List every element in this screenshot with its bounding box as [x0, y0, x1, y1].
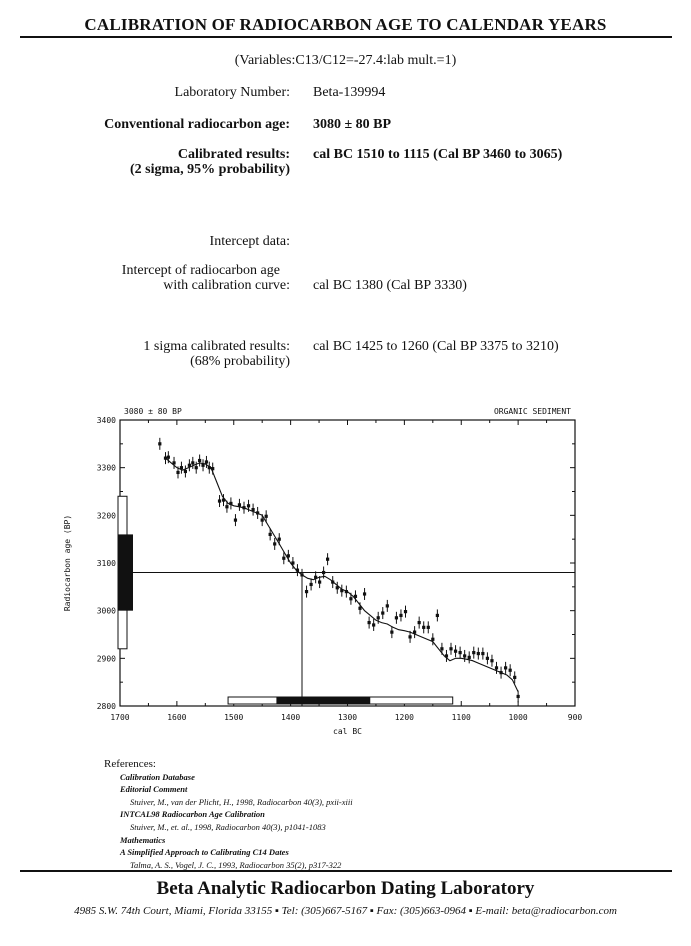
y-tick-label: 3100: [96, 559, 116, 568]
references-heading: References:: [104, 758, 156, 770]
data-point: [201, 464, 204, 467]
x-tick-label: 1300: [337, 713, 358, 722]
data-point: [278, 538, 281, 541]
x-axis-label: cal BC: [333, 727, 362, 736]
title-rule: [20, 36, 672, 38]
x-tick-label: 1700: [110, 713, 130, 722]
data-point: [247, 504, 250, 507]
data-point: [395, 616, 398, 619]
data-point: [427, 626, 430, 629]
data-point: [472, 651, 475, 654]
data-point: [273, 542, 276, 545]
data-point: [287, 554, 290, 557]
y-tick-label: 3300: [96, 463, 116, 473]
y-tick-label: 2800: [96, 702, 116, 711]
lab-number-label: Laboratory Number:: [174, 85, 290, 100]
reference-sub: INTCAL98 Radiocarbon Age Calibration: [120, 809, 265, 820]
data-point: [198, 459, 201, 462]
data-point: [477, 652, 480, 655]
reference-sub: A Simplified Approach to Calibrating C14 Dates: [120, 847, 289, 858]
data-point: [296, 569, 299, 572]
one-sigma-value: cal BC 1425 to 1260 (Cal BP 3375 to 3210): [313, 339, 559, 354]
data-point: [218, 499, 221, 502]
data-point: [345, 590, 348, 593]
x-tick-label: 900: [567, 713, 583, 722]
data-point: [445, 654, 448, 657]
variables-line: (Variables:C13/C12=-27.4:lab mult.=1): [234, 53, 457, 68]
data-point: [368, 621, 371, 624]
data-point: [509, 669, 512, 672]
x-tick-label: 1600: [167, 713, 187, 722]
data-point: [180, 466, 183, 469]
data-point: [205, 460, 208, 463]
data-point: [225, 505, 228, 508]
data-point: [354, 595, 357, 598]
conventional-age-value: 3080 ± 80 BP: [313, 117, 392, 132]
reference-sub: Editorial Comment: [120, 784, 188, 795]
x-tick-label: 1400: [280, 713, 301, 722]
data-point: [291, 561, 294, 564]
reference-cite: Stuiver, M., van der Plicht, H., 1998, Radiocarbon 40(3), pxii-xiii: [130, 796, 353, 807]
x-tick-label: 1500: [224, 713, 244, 722]
data-point: [229, 502, 232, 505]
y-tick-label: 3400: [96, 416, 116, 425]
data-point: [251, 508, 254, 511]
intercept-value: cal BC 1380 (Cal BP 3330): [313, 278, 467, 293]
data-point: [164, 457, 167, 460]
data-point: [282, 557, 285, 560]
data-point: [158, 442, 161, 445]
lab-number-value: Beta-139994: [313, 85, 386, 100]
data-point: [486, 657, 489, 660]
one-sigma-label: 1 sigma calibrated results:: [143, 339, 290, 354]
data-point: [499, 671, 502, 674]
data-point: [172, 461, 175, 464]
data-point: [490, 659, 493, 662]
data-point: [449, 647, 452, 650]
data-point: [191, 461, 194, 464]
data-point: [440, 647, 443, 650]
data-point: [363, 592, 366, 595]
y-tick-label: 2900: [96, 654, 116, 664]
data-point: [463, 654, 466, 657]
data-point: [310, 583, 313, 586]
data-point: [349, 597, 352, 600]
data-point: [176, 471, 179, 474]
data-point: [377, 616, 380, 619]
data-point: [188, 464, 191, 467]
data-point: [468, 656, 471, 659]
data-point: [305, 590, 308, 593]
data-point: [381, 611, 384, 614]
reference-sub: Mathematics: [120, 834, 166, 845]
data-point: [234, 519, 237, 522]
one-sigma-sub: (68% probability): [190, 354, 290, 369]
data-point: [418, 621, 421, 624]
references: [104, 758, 353, 871]
chart-title-right: ORGANIC SEDIMENT: [493, 407, 571, 416]
one-sigma-cal-bar: [276, 697, 370, 704]
x-tick-label: 1000: [508, 713, 528, 722]
reference-cite: Stuiver, M., et. al., 1998, Radiocarbon 40(3), p1041-1083: [130, 821, 326, 832]
data-point: [242, 506, 245, 509]
y-tick-label: 3000: [96, 606, 116, 616]
intercept-label-2: with calibration curve:: [163, 278, 290, 293]
data-point: [372, 623, 375, 626]
footer-rule: [20, 870, 672, 872]
x-tick-label: 1200: [394, 713, 415, 722]
data-point: [358, 607, 361, 610]
data-point: [495, 666, 498, 669]
calibrated-results-sub: (2 sigma, 95% probability): [130, 162, 290, 177]
data-point: [404, 610, 407, 613]
calibration-chart: [60, 398, 600, 746]
data-point: [413, 631, 416, 634]
data-point: [261, 519, 264, 522]
data-point: [459, 651, 462, 654]
data-point: [269, 533, 272, 536]
data-point: [422, 626, 425, 629]
data-point: [256, 511, 259, 514]
data-point: [184, 470, 187, 473]
data-point: [336, 586, 339, 589]
data-point: [513, 676, 516, 679]
plot-frame: [120, 420, 575, 706]
x-tick-label: 1100: [451, 713, 471, 722]
chart-title-left: 3080 ± 80 BP: [124, 407, 182, 416]
data-point: [265, 515, 268, 518]
calibrated-results-label: Calibrated results:: [177, 147, 290, 162]
data-point: [386, 604, 389, 607]
data-point: [504, 666, 507, 669]
data-point: [222, 498, 225, 501]
data-point: [322, 571, 325, 574]
data-point: [436, 614, 439, 617]
data-point: [481, 652, 484, 655]
data-point: [390, 631, 393, 634]
conventional-age-label: Conventional radiocarbon age:: [104, 117, 290, 132]
y-axis-label: Radiocarbon age (BP): [63, 514, 72, 612]
data-point: [195, 466, 198, 469]
data-point: [399, 614, 402, 617]
lab-address: 4985 S.W. 74th Court, Miami, Florida 33155 ▪ Tel: (305)667-5167 ▪ Fax: (305)663-0964 ▪ E-mail: beta@radiocarbon.com: [74, 905, 617, 917]
page-title: CALIBRATION OF RADIOCARBON AGE TO CALENDAR YEARS: [84, 15, 607, 34]
data-point: [238, 503, 241, 506]
reference-sub: Calibration Database: [120, 771, 195, 782]
data-point: [314, 576, 317, 579]
data-point: [300, 573, 303, 576]
data-point: [331, 580, 334, 583]
data-point: [211, 467, 214, 470]
data-point: [167, 456, 170, 459]
data-point: [431, 638, 434, 641]
intercept-data-label: Intercept data:: [209, 234, 290, 249]
data-point: [318, 580, 321, 583]
data-point: [208, 466, 211, 469]
data-point: [517, 695, 520, 698]
data-point: [326, 558, 329, 561]
data-point: [454, 650, 457, 653]
calibrated-results-value: cal BC 1510 to 1115 (Cal BP 3460 to 3065): [313, 147, 563, 162]
data-point: [408, 635, 411, 638]
y-tick-label: 3200: [96, 511, 116, 521]
intercept-label-1: Intercept of radiocarbon age: [121, 263, 280, 278]
data-point: [340, 589, 343, 592]
lab-name: Beta Analytic Radiocarbon Dating Laboratory: [156, 878, 535, 899]
reference-cite: Talma, A. S., Vogel, J. C., 1993, Radiocarbon 35(2), p317-322: [130, 859, 342, 870]
